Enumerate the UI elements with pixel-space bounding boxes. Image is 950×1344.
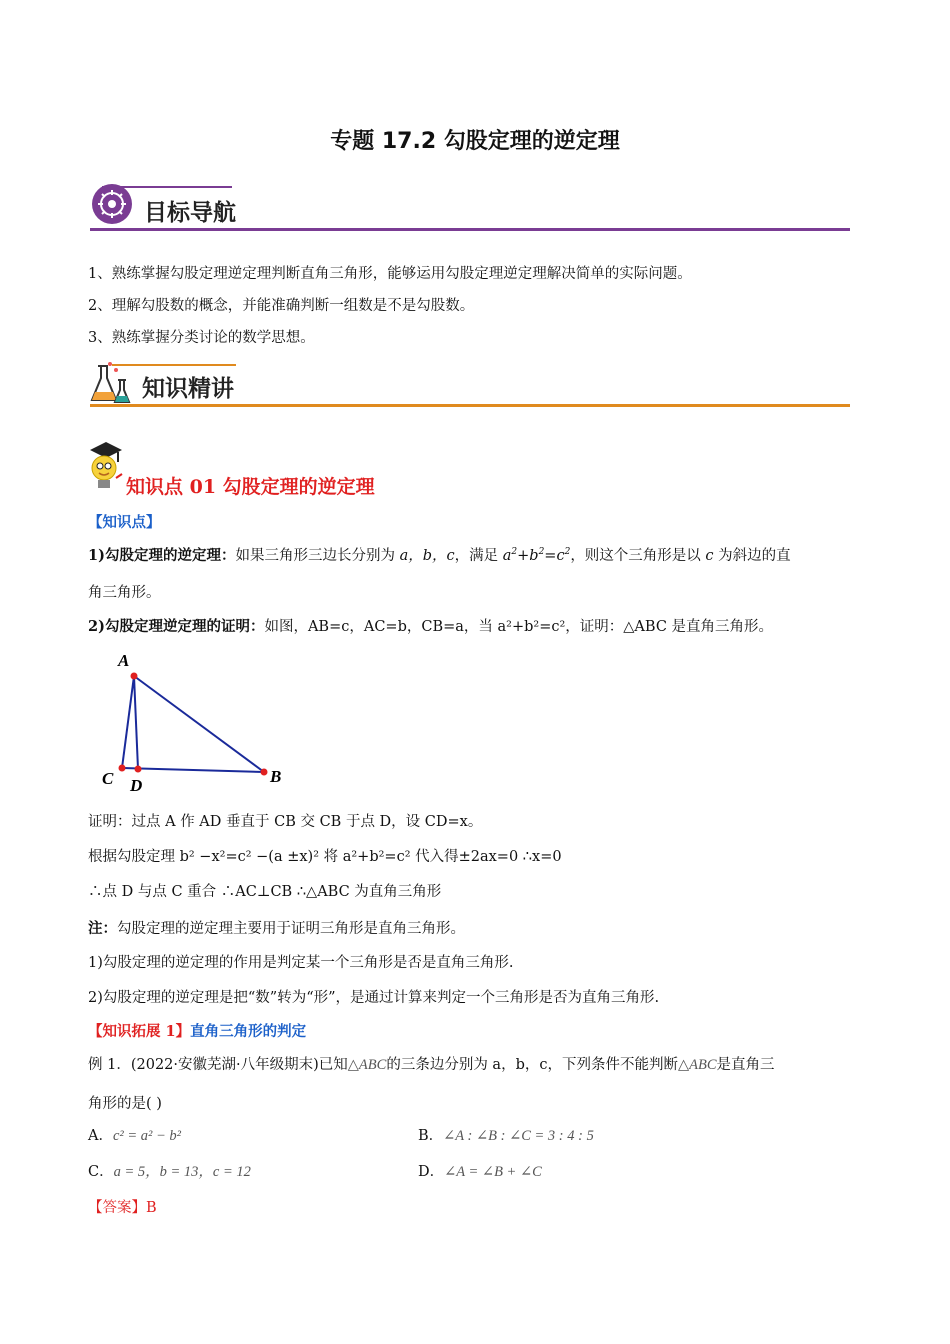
page-title: 专题 17.2 勾股定理的逆定理 [330, 129, 620, 154]
knowledge-section-header [90, 358, 850, 410]
option-b: B．∠A : ∠B : ∠C = 3 : 4 : 5 [418, 1128, 594, 1144]
extension-heading: 【知识拓展 1】直角三角形的判定 [88, 1023, 307, 1040]
point-b [261, 769, 268, 776]
goal-section-title: 目标导航 [144, 200, 236, 226]
note-item-2: 2)勾股定理的逆定理是把“数”转为“形”，是通过计算来判定一个三角形是否为直角三角形. [88, 990, 660, 1006]
option-c: C．a = 5，b = 13，c = 12 [88, 1164, 251, 1180]
example-question: 例 1．(2022·安徽芜湖·八年级期末)已知△ABC的三条边分别为 a，b，c，下列条件不能判断△ABC是直角三 [88, 1057, 775, 1073]
theorem-paragraph-line2: 角三角形。 [88, 585, 161, 601]
label-d: D [130, 776, 143, 795]
theorem-paragraph: 1)勾股定理的逆定理：如果三角形三边长分别为 a，b，c，满足 $a^2+b^2=c^2$，则这个三角形是以 c 为斜边的直 [88, 547, 791, 564]
goal-item-1: 1、熟练掌握勾股定理逆定理判断直角三角形，能够运用勾股定理逆定理解决简单的实际问题。 [88, 266, 692, 282]
brain-head-icon [90, 182, 134, 228]
point-a [131, 673, 138, 680]
example-question-line2: 角形的是( ) [88, 1096, 162, 1112]
side-ab [134, 676, 264, 772]
answer-line: 【答案】B [88, 1200, 157, 1216]
goal-item-3: 3、熟练掌握分类讨论的数学思想。 [88, 330, 315, 346]
knowledge-point-title: 知识点 01 勾股定理的逆定理 [126, 476, 375, 498]
label-a: A [118, 651, 130, 670]
knowledge-section-title: 知识精讲 [142, 376, 234, 402]
knowledge-tag: 【知识点】 [88, 514, 161, 531]
label-b: B [270, 767, 282, 786]
goal-section-header [90, 182, 850, 232]
point-d [135, 766, 142, 773]
label-c: C [102, 769, 114, 788]
proof-line-3: ∴点 D 与点 C 重合 ∴AC⊥CB ∴△ABC 为直角三角形 [88, 884, 442, 900]
segment-ad [134, 676, 138, 769]
option-a: A．c² = a² − b² [88, 1128, 182, 1144]
goal-item-2: 2、理解勾股数的概念，并能准确判断一组数是不是勾股数。 [88, 298, 475, 314]
proof-intro: 2)勾股定理逆定理的证明：如图，AB=c，AC=b，CB=a，当 a²+b²=c²，证明：△ABC 是直角三角形。 [88, 618, 774, 635]
option-d: D．∠A = ∠B + ∠C [418, 1164, 542, 1180]
side-ac [122, 676, 134, 768]
lab-flask-icon [90, 360, 132, 406]
side-cb [122, 768, 264, 772]
proof-line-1: 证明：过点 A 作 AD 垂直于 CB 交 CB 于点 D，设 CD=x。 [88, 814, 483, 830]
graduate-bulb-icon [86, 440, 126, 494]
triangle-figure [96, 646, 296, 796]
point-c [119, 765, 126, 772]
proof-line-2: 根据勾股定理 b² −x²=c² −(a ±x)² 将 a²+b²=c² 代入得±2ax=0 ∴x=0 [88, 849, 562, 865]
note-item-1: 1)勾股定理的逆定理的作用是判定某一个三角形是否是直角三角形. [88, 955, 514, 971]
note-line: 注：勾股定理的逆定理主要用于证明三角形是直角三角形。 [88, 920, 465, 937]
